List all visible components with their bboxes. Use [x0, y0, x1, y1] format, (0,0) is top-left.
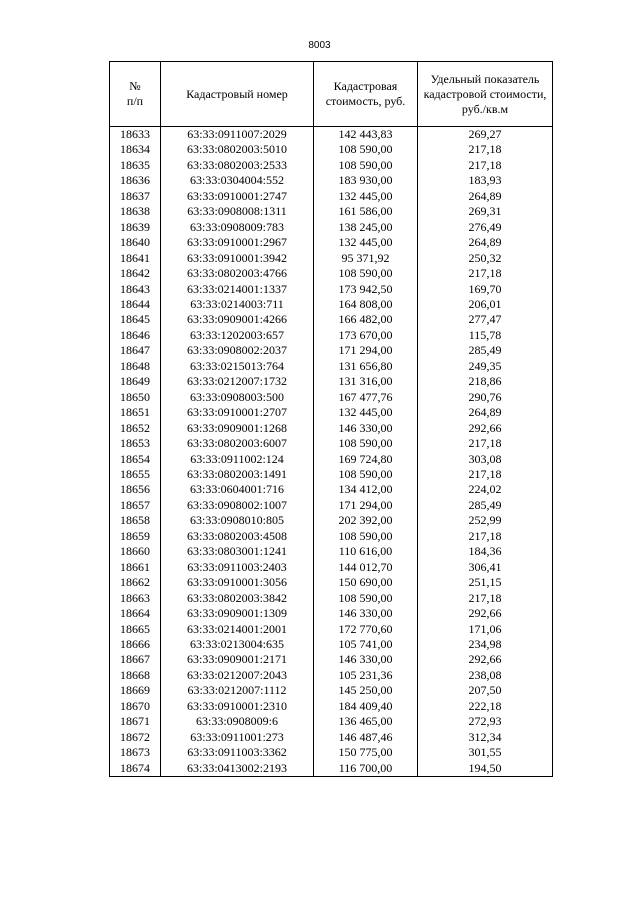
cell-num: 18664 [110, 606, 161, 621]
table-row [110, 312, 553, 327]
cell-num: 18660 [110, 544, 161, 559]
cell-specific-value: 217,18 [418, 591, 553, 606]
cell-num: 18634 [110, 142, 161, 157]
cell-cad-value: 116 700,00 [314, 761, 418, 777]
cell-cad-number: 63:33:0909001:1268 [161, 421, 314, 436]
cell-cad-number: 63:33:0802003:4766 [161, 266, 314, 281]
cell-cad-value: 171 294,00 [314, 343, 418, 358]
cell-cad-number: 63:33:0212007:1732 [161, 374, 314, 389]
cell-cad-number: 63:33:0911003:3362 [161, 745, 314, 760]
table-row [110, 436, 553, 451]
cell-cad-number: 63:33:0911003:2403 [161, 560, 314, 575]
cell-cad-number: 63:33:0910001:3942 [161, 251, 314, 266]
cell-cad-value: 171 294,00 [314, 498, 418, 513]
cell-specific-value: 272,93 [418, 714, 553, 729]
cell-cad-number: 63:33:0214001:2001 [161, 622, 314, 637]
cell-cad-value: 136 465,00 [314, 714, 418, 729]
cell-specific-value: 250,32 [418, 251, 553, 266]
table-row [110, 266, 553, 281]
cell-specific-value: 292,66 [418, 652, 553, 667]
table-row [110, 467, 553, 482]
cell-num: 18650 [110, 390, 161, 405]
cell-cad-value: 145 250,00 [314, 683, 418, 698]
cell-cad-value: 132 445,00 [314, 235, 418, 250]
cell-num: 18654 [110, 452, 161, 467]
table-row [110, 127, 553, 143]
cell-cad-number: 63:33:0604001:716 [161, 482, 314, 497]
cell-num: 18668 [110, 668, 161, 683]
table-row [110, 668, 553, 683]
cell-num: 18663 [110, 591, 161, 606]
cell-specific-value: 249,35 [418, 359, 553, 374]
cell-cad-number: 63:33:0212007:1112 [161, 683, 314, 698]
table-row [110, 652, 553, 667]
table-row [110, 251, 553, 266]
cell-cad-value: 146 330,00 [314, 652, 418, 667]
cell-specific-value: 217,18 [418, 142, 553, 157]
table-row [110, 235, 553, 250]
cell-specific-value: 303,08 [418, 452, 553, 467]
cell-cad-number: 63:33:0908010:805 [161, 513, 314, 528]
cell-cad-value: 95 371,92 [314, 251, 418, 266]
cell-cad-number: 63:33:0909001:4266 [161, 312, 314, 327]
table-row [110, 405, 553, 420]
cell-cad-value: 202 392,00 [314, 513, 418, 528]
cell-cad-value: 150 775,00 [314, 745, 418, 760]
cell-specific-value: 218,86 [418, 374, 553, 389]
cell-num: 18635 [110, 158, 161, 173]
cell-cad-number: 63:33:1202003:657 [161, 328, 314, 343]
cell-specific-value: 292,66 [418, 606, 553, 621]
table-row [110, 575, 553, 590]
cell-cad-number: 63:33:0413002:2193 [161, 761, 314, 777]
cell-specific-value: 224,02 [418, 482, 553, 497]
cell-cad-value: 164 808,00 [314, 297, 418, 312]
table-row [110, 560, 553, 575]
table-row [110, 374, 553, 389]
cell-cad-number: 63:33:0909001:2171 [161, 652, 314, 667]
cell-specific-value: 217,18 [418, 266, 553, 281]
cell-specific-value: 207,50 [418, 683, 553, 698]
cell-cad-value: 134 412,00 [314, 482, 418, 497]
table-row [110, 158, 553, 173]
table-row [110, 529, 553, 544]
table-row [110, 328, 553, 343]
cell-num: 18653 [110, 436, 161, 451]
header-specific-value: Удельный показатель кадастровой стоимости, руб./кв.м [418, 62, 553, 127]
cell-num: 18661 [110, 560, 161, 575]
cell-num: 18669 [110, 683, 161, 698]
cell-num: 18656 [110, 482, 161, 497]
cell-cad-value: 161 586,00 [314, 204, 418, 219]
cell-cad-number: 63:33:0802003:5010 [161, 142, 314, 157]
cell-cad-value: 110 616,00 [314, 544, 418, 559]
cell-num: 18641 [110, 251, 161, 266]
cell-num: 18651 [110, 405, 161, 420]
cell-cad-value: 132 445,00 [314, 405, 418, 420]
cell-cad-value: 108 590,00 [314, 591, 418, 606]
cell-num: 18652 [110, 421, 161, 436]
cell-cad-number: 63:33:0908009:6 [161, 714, 314, 729]
table-row [110, 142, 553, 157]
cell-cad-number: 63:33:0215013:764 [161, 359, 314, 374]
cell-num: 18672 [110, 730, 161, 745]
cell-cad-value: 108 590,00 [314, 467, 418, 482]
cell-cad-value: 105 741,00 [314, 637, 418, 652]
cell-cad-value: 184 409,40 [314, 699, 418, 714]
cell-cad-value: 108 590,00 [314, 266, 418, 281]
cell-cad-number: 63:33:0911002:124 [161, 452, 314, 467]
cell-cad-value: 144 012,70 [314, 560, 418, 575]
table-row [110, 513, 553, 528]
cell-cad-value: 172 770,60 [314, 622, 418, 637]
cell-cad-number: 63:33:0908009:783 [161, 220, 314, 235]
table-row [110, 282, 553, 297]
cell-specific-value: 252,99 [418, 513, 553, 528]
cell-cad-number: 63:33:0908008:1311 [161, 204, 314, 219]
cell-cad-number: 63:33:0910001:3056 [161, 575, 314, 590]
table-row [110, 544, 553, 559]
cell-cad-number: 63:33:0212007:2043 [161, 668, 314, 683]
cell-specific-value: 285,49 [418, 343, 553, 358]
cell-cad-value: 108 590,00 [314, 529, 418, 544]
table-body [110, 127, 553, 777]
table-row [110, 482, 553, 497]
header-cad-value: Кадастровая стоимость, руб. [314, 62, 418, 127]
cell-specific-value: 269,27 [418, 127, 553, 143]
cell-cad-number: 63:33:0213004:635 [161, 637, 314, 652]
cell-cad-number: 63:33:0911001:273 [161, 730, 314, 745]
cell-cad-number: 63:33:0802003:2533 [161, 158, 314, 173]
cell-specific-value: 217,18 [418, 436, 553, 451]
cell-num: 18639 [110, 220, 161, 235]
table-row [110, 204, 553, 219]
cell-num: 18633 [110, 127, 161, 143]
page-number: 8003 [308, 40, 331, 51]
cell-num: 18637 [110, 189, 161, 204]
cell-cad-number: 63:33:0910001:2707 [161, 405, 314, 420]
cell-specific-value: 184,36 [418, 544, 553, 559]
header-num: № п/п [110, 62, 161, 127]
table-row [110, 761, 553, 777]
cell-specific-value: 277,47 [418, 312, 553, 327]
cell-cad-value: 183 930,00 [314, 173, 418, 188]
cell-num: 18667 [110, 652, 161, 667]
cell-specific-value: 238,08 [418, 668, 553, 683]
cell-cad-number: 63:33:0802003:1491 [161, 467, 314, 482]
cell-num: 18636 [110, 173, 161, 188]
table-row [110, 421, 553, 436]
cell-cad-value: 146 487,46 [314, 730, 418, 745]
cadastral-table [109, 61, 553, 777]
table-row [110, 173, 553, 188]
cell-specific-value: 290,76 [418, 390, 553, 405]
cell-num: 18640 [110, 235, 161, 250]
cell-cad-number: 63:33:0909001:1309 [161, 606, 314, 621]
table-row [110, 699, 553, 714]
cell-cad-value: 108 590,00 [314, 436, 418, 451]
cell-specific-value: 269,31 [418, 204, 553, 219]
header-cad-number: Кадастровый номер [161, 62, 314, 127]
cell-specific-value: 217,18 [418, 467, 553, 482]
cell-num: 18658 [110, 513, 161, 528]
cell-num: 18659 [110, 529, 161, 544]
cell-cad-value: 108 590,00 [314, 158, 418, 173]
cell-cad-value: 108 590,00 [314, 142, 418, 157]
cell-num: 18665 [110, 622, 161, 637]
cell-num: 18657 [110, 498, 161, 513]
cell-specific-value: 306,41 [418, 560, 553, 575]
cell-specific-value: 292,66 [418, 421, 553, 436]
cell-num: 18662 [110, 575, 161, 590]
cell-cad-value: 132 445,00 [314, 189, 418, 204]
cell-specific-value: 264,89 [418, 189, 553, 204]
cell-specific-value: 206,01 [418, 297, 553, 312]
cell-specific-value: 264,89 [418, 235, 553, 250]
cell-cad-value: 169 724,80 [314, 452, 418, 467]
table-row [110, 683, 553, 698]
cell-cad-value: 173 670,00 [314, 328, 418, 343]
cell-num: 18649 [110, 374, 161, 389]
cell-num: 18674 [110, 761, 161, 777]
cell-specific-value: 251,15 [418, 575, 553, 590]
cell-specific-value: 183,93 [418, 173, 553, 188]
cell-cad-number: 63:33:0214003:711 [161, 297, 314, 312]
table-row [110, 452, 553, 467]
cell-cad-value: 166 482,00 [314, 312, 418, 327]
table-row [110, 606, 553, 621]
cell-cad-value: 167 477,76 [314, 390, 418, 405]
table-row [110, 343, 553, 358]
cell-specific-value: 217,18 [418, 529, 553, 544]
table-row [110, 359, 553, 374]
cell-num: 18646 [110, 328, 161, 343]
cell-cad-value: 131 316,00 [314, 374, 418, 389]
cell-cad-number: 63:33:0802003:4508 [161, 529, 314, 544]
cell-num: 18655 [110, 467, 161, 482]
cell-cad-number: 63:33:0803001:1241 [161, 544, 314, 559]
cell-cad-value: 138 245,00 [314, 220, 418, 235]
cell-cad-number: 63:33:0802003:3842 [161, 591, 314, 606]
cell-cad-value: 105 231,36 [314, 668, 418, 683]
cell-specific-value: 171,06 [418, 622, 553, 637]
cell-num: 18670 [110, 699, 161, 714]
table-row [110, 498, 553, 513]
table-row [110, 297, 553, 312]
cell-num: 18647 [110, 343, 161, 358]
cell-cad-number: 63:33:0910001:2967 [161, 235, 314, 250]
cell-cad-value: 150 690,00 [314, 575, 418, 590]
cell-cad-number: 63:33:0802003:6007 [161, 436, 314, 451]
cell-num: 18642 [110, 266, 161, 281]
table-row [110, 220, 553, 235]
cell-cad-number: 63:33:0911007:2029 [161, 127, 314, 143]
cell-specific-value: 276,49 [418, 220, 553, 235]
cell-specific-value: 301,55 [418, 745, 553, 760]
cell-num: 18648 [110, 359, 161, 374]
cell-cad-value: 173 942,50 [314, 282, 418, 297]
cell-specific-value: 222,18 [418, 699, 553, 714]
table-header [110, 62, 553, 127]
cell-cad-number: 63:33:0910001:2747 [161, 189, 314, 204]
cell-specific-value: 312,34 [418, 730, 553, 745]
table-row [110, 591, 553, 606]
cell-cad-number: 63:33:0908002:2037 [161, 343, 314, 358]
cell-specific-value: 194,50 [418, 761, 553, 777]
cell-cad-value: 131 656,80 [314, 359, 418, 374]
cell-num: 18666 [110, 637, 161, 652]
table-row [110, 714, 553, 729]
cell-num: 18638 [110, 204, 161, 219]
cell-num: 18671 [110, 714, 161, 729]
cell-cad-value: 146 330,00 [314, 421, 418, 436]
cell-specific-value: 217,18 [418, 158, 553, 173]
cell-specific-value: 285,49 [418, 498, 553, 513]
cell-num: 18673 [110, 745, 161, 760]
cell-num: 18643 [110, 282, 161, 297]
table-row [110, 622, 553, 637]
table-row [110, 637, 553, 652]
cell-specific-value: 115,78 [418, 328, 553, 343]
cell-cad-number: 63:33:0304004:552 [161, 173, 314, 188]
cell-num: 18645 [110, 312, 161, 327]
cell-specific-value: 264,89 [418, 405, 553, 420]
cell-num: 18644 [110, 297, 161, 312]
cell-cad-value: 146 330,00 [314, 606, 418, 621]
cell-cad-value: 142 443,83 [314, 127, 418, 143]
cell-specific-value: 169,70 [418, 282, 553, 297]
table-row [110, 730, 553, 745]
table-row [110, 390, 553, 405]
table-row [110, 189, 553, 204]
table-row [110, 745, 553, 760]
cell-cad-number: 63:33:0908003:500 [161, 390, 314, 405]
cell-cad-number: 63:33:0214001:1337 [161, 282, 314, 297]
cell-cad-number: 63:33:0908002:1007 [161, 498, 314, 513]
cell-specific-value: 234,98 [418, 637, 553, 652]
cell-cad-number: 63:33:0910001:2310 [161, 699, 314, 714]
